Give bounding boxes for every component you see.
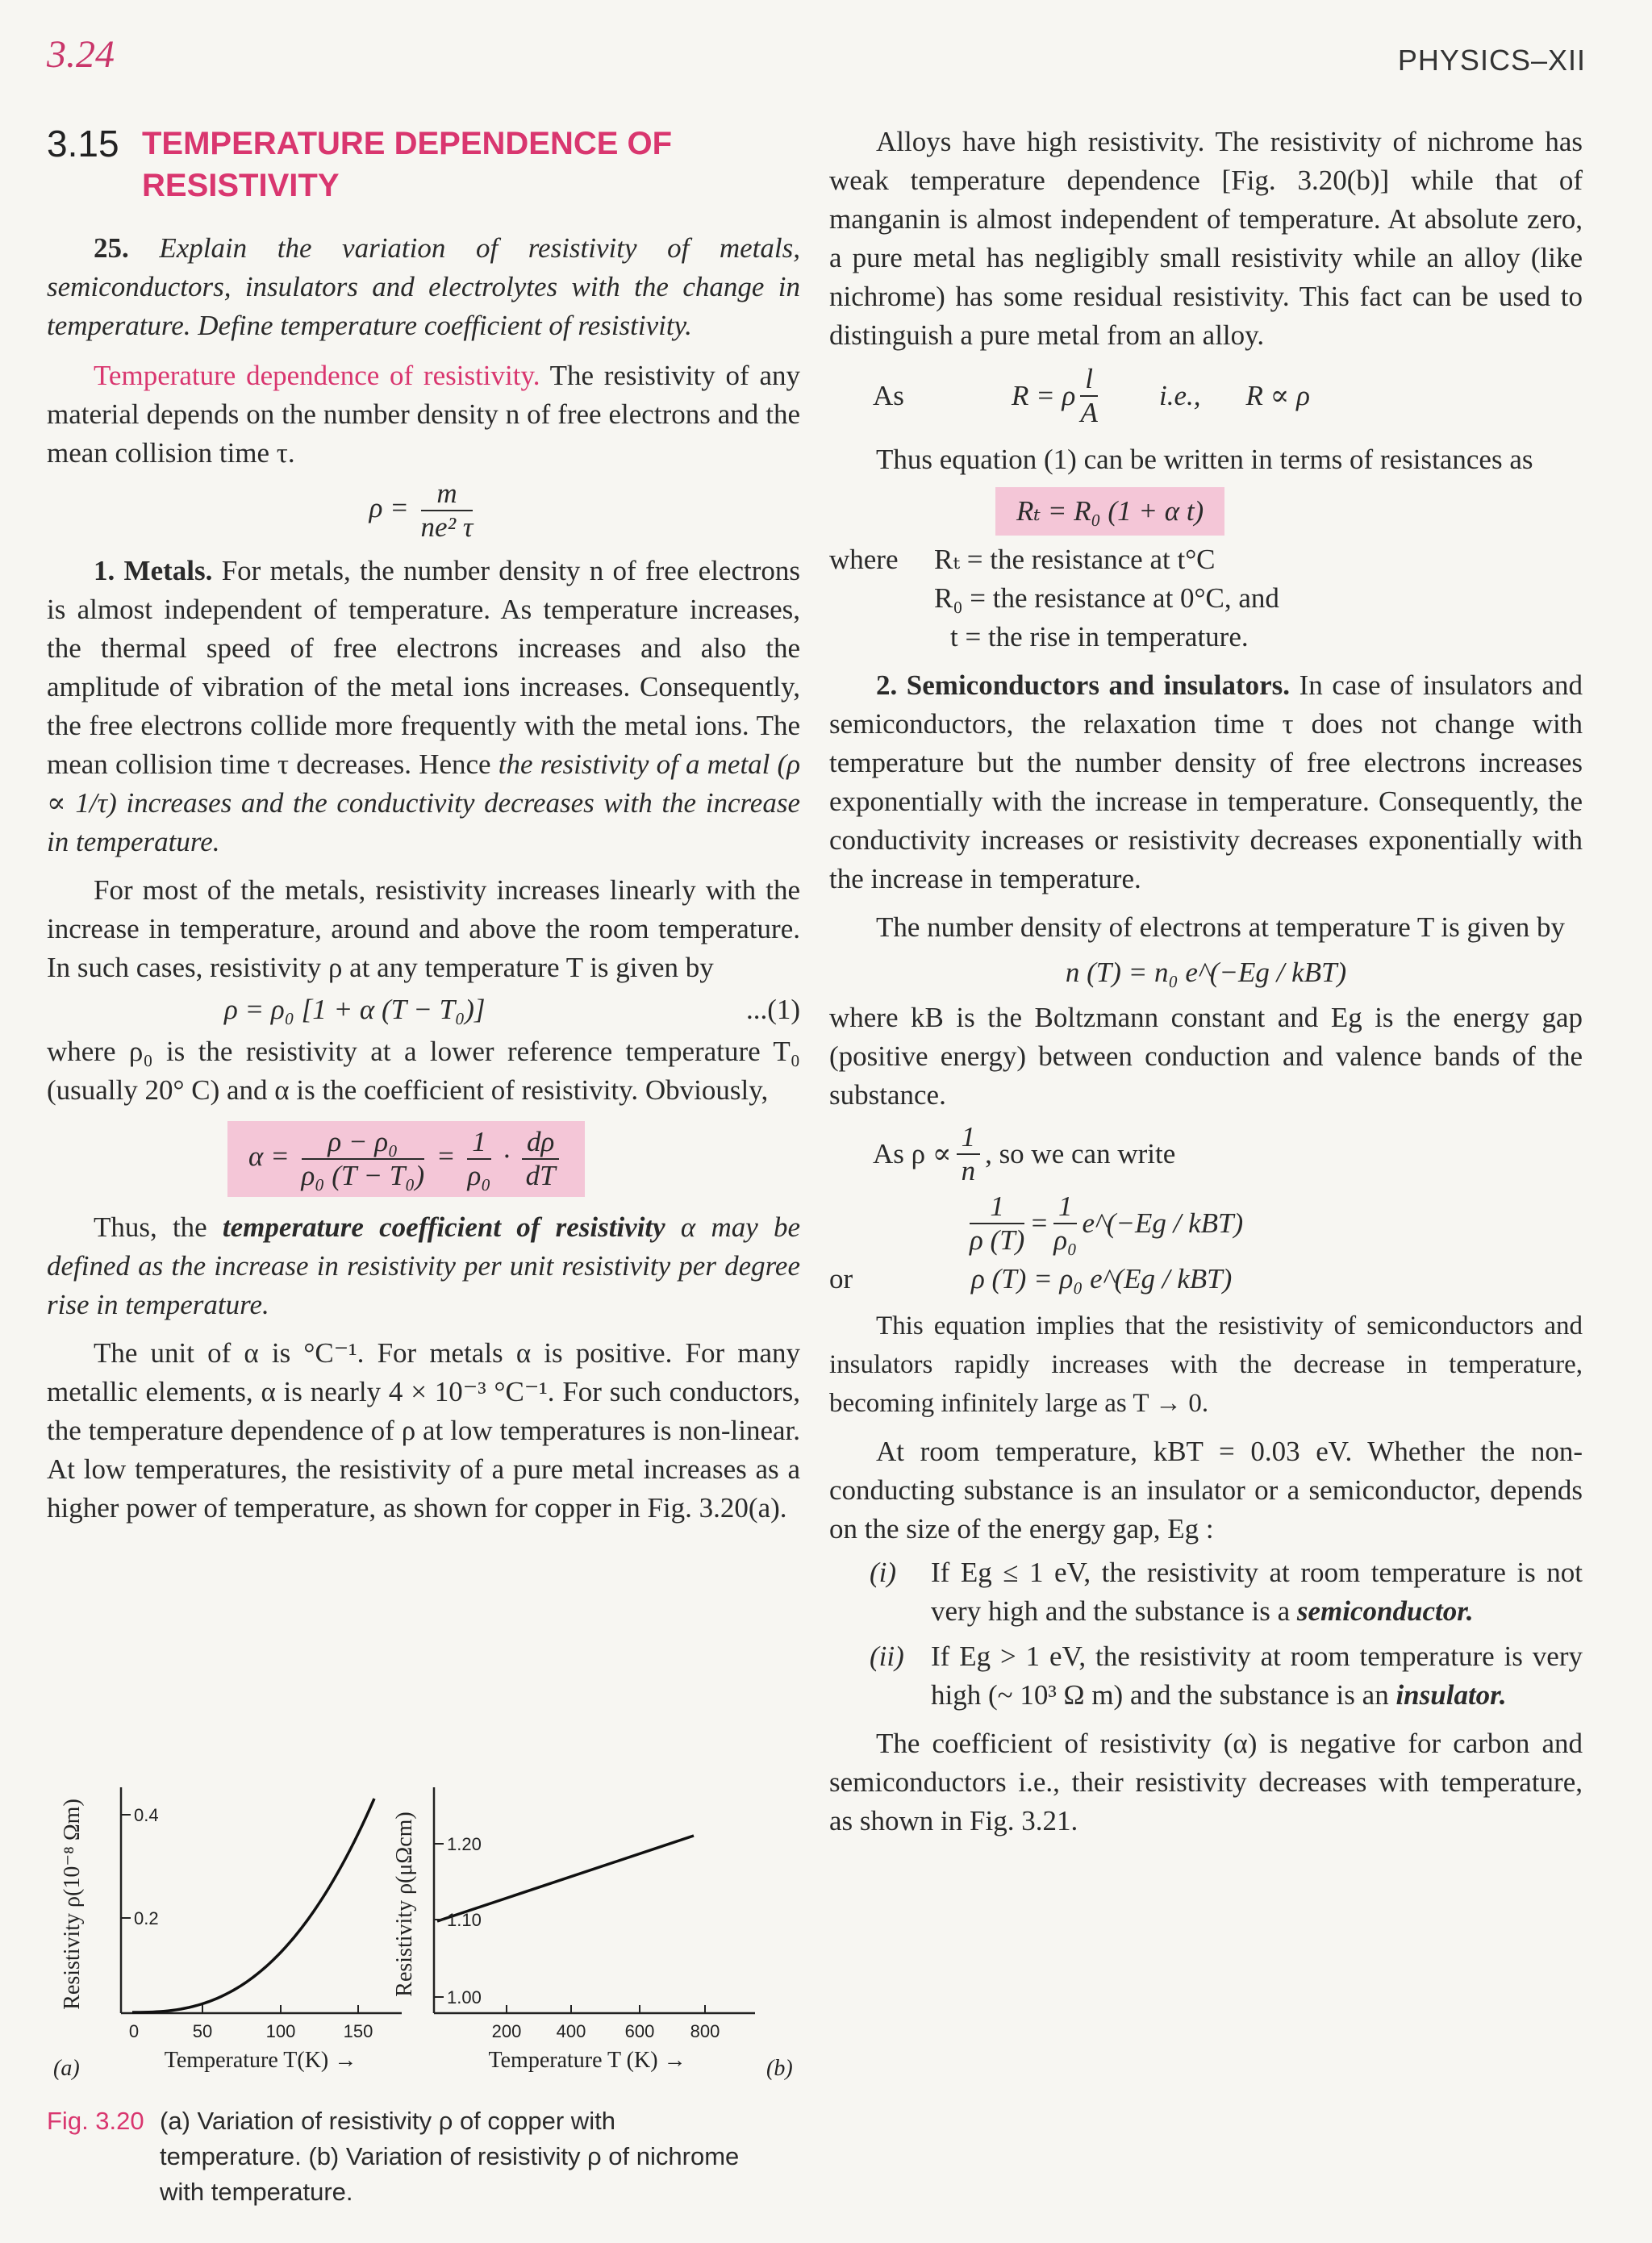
semiconductors-text: In case of insulators and semiconductors, the relaxation time τ does not change with temperature but the number density of free electrons increases exponentially with the increase in temperature. Consequently, the conductivity increases or resistivity decreases exponentially with the increase in temperature.: [829, 669, 1583, 894]
where-item: [829, 618, 1583, 657]
inv-exponential: e^(−Eg / kBT): [1082, 1207, 1244, 1239]
intro-lead: Temperature dependence of resistivity.: [94, 360, 540, 391]
graph-b-y-label: Resistivity ρ(μΩcm): [392, 1811, 417, 1997]
proportional-formula: R ∝ ρ: [1245, 380, 1310, 411]
case-term: semiconductor.: [1296, 1595, 1474, 1627]
inverse-rho-equation: [965, 1190, 1583, 1257]
rhoT-formula: ρ (T) = ρ₀ e^(Eg / kBT): [971, 1263, 1233, 1295]
where-text: R₀ = the resistance at 0°C, and: [934, 582, 1279, 614]
as-rho-den: n: [961, 1155, 976, 1186]
carbon-paragraph: The coefficient of resistivity (α) is negative for carbon and semiconductors i.e., their resistivity decreases with temperature, as shown in Fig. 3.21.: [829, 1728, 1583, 1837]
graph-a-x-tick-label: 0: [128, 2021, 140, 2041]
rt-equation-box: Rₜ = R₀ (1 + α t): [995, 487, 1224, 536]
semiconductors-heading: 2. Semiconductors and insulators.: [876, 669, 1291, 701]
case-item: [870, 1553, 1583, 1631]
question-number: 25.: [94, 232, 129, 264]
rho-equation: [47, 477, 800, 544]
intro-text: The resistivity of any material depends on the number density n of free electrons and the mean collision time τ.: [47, 360, 800, 469]
where-text: Rₜ = the resistance at t°C: [934, 544, 1216, 575]
page-number: 3.24: [47, 33, 115, 76]
figure-caption: [47, 2103, 740, 2210]
ie-text: i.e.,: [1159, 380, 1201, 411]
where-lead: where: [829, 544, 899, 575]
graph-a-x-tick-label: 50: [192, 2021, 213, 2041]
section-title: TEMPERATURE DEPENDENCE OF RESISTIVITY: [142, 126, 673, 203]
graph-a-x-tick-label: 150: [343, 2021, 373, 2041]
alpha-lhs: α =: [248, 1140, 290, 1173]
thus-paragraph: Thus equation (1) can be written in terms of resistances as: [876, 444, 1533, 475]
alloys-paragraph: Alloys have high resistivity. The resistivity of nichrome has weak temperature dependence [Fig. 3.20(b)] while that of manganin is almost independent of temperature. At absolute zero, a pure metal has negligibly small resistivity while an alloy (like nichrome) has some residual resistivity. This fact can be used to distinguish a pure metal from an alloy.: [829, 126, 1583, 351]
graph-b-x-tick-label: 200: [491, 2021, 522, 2041]
caption-label: Fig. 3.20: [47, 2107, 144, 2135]
implies-paragraph: This equation implies that the resistivity of semiconductors and insulators rapidly increases with the decrease in temperature, becoming infinitely large as T → 0.: [829, 1311, 1583, 1418]
rho-eq-lhs: ρ =: [369, 492, 409, 524]
rhoT-equation: [829, 1260, 1583, 1299]
where-lead: [829, 579, 934, 618]
as-rho-pre: As ρ ∝: [873, 1138, 952, 1169]
alpha-frac-2-den: ρ₀: [467, 1160, 491, 1191]
question: [47, 229, 800, 345]
number-density-paragraph: The number density of electrons at temperature T is given by: [876, 911, 1566, 943]
alpha-dot: ·: [503, 1140, 511, 1173]
graph-a-y-ticks: [121, 1805, 159, 1928]
rho-eq-numerator: m: [421, 477, 473, 511]
as-formula: R = ρ: [1012, 380, 1076, 411]
equation-1: [47, 990, 800, 1029]
n-equation: n (T) = n₀ e^(−Eg / kBT): [1065, 957, 1347, 988]
equation-1-formula: ρ = ρ₀ [1 + α (T − T₀)]: [224, 994, 486, 1025]
graph-a-x-tick-label: 100: [265, 2021, 296, 2041]
tcr-term: temperature coefficient of resistivity: [222, 1211, 665, 1243]
alpha-equation: [227, 1121, 800, 1197]
inv-frac-2-den: ρ₀: [1053, 1224, 1078, 1256]
where-item: [829, 579, 1583, 618]
kb-paragraph: where kB is the Boltzmann constant and Eg is the energy gap (positive energy) between conduction and valence bands of the substance.: [829, 1002, 1583, 1111]
case-term: insulator.: [1395, 1679, 1507, 1711]
metals-heading: 1. Metals.: [94, 555, 213, 586]
alpha-frac-2-num: 1: [467, 1126, 491, 1160]
rho-eq-fraction: [421, 477, 473, 544]
alpha-frac-3-num: dρ: [522, 1126, 559, 1160]
room-temperature-paragraph: At room temperature, kBT = 0.03 eV. Whether the non-conducting substance is an insulator or a semiconductor, depends on the size of the energy gap, Eg :: [829, 1436, 1583, 1545]
graph-a-panel-label: (a): [53, 2056, 80, 2081]
metals-italic: the resistivity of a metal (ρ ∝ 1/τ) increases and the conductivity decreases with the increase in temperature.: [47, 748, 801, 857]
graph-b-y-tick-label: 1.00: [447, 1987, 482, 2007]
running-head: PHYSICS–XII: [1397, 44, 1586, 77]
inv-frac-1-den: ρ (T): [970, 1224, 1025, 1256]
case-text: If Eg > 1 eV, the resistivity at room temperature is very high (~ 10³ Ω m) and the substance is an: [931, 1641, 1583, 1711]
where-lead: [829, 618, 934, 657]
rho-eq-denominator: ne² τ: [420, 511, 473, 543]
figure-graphs: [47, 1771, 800, 2102]
as-rho-post: , so we can write: [985, 1138, 1176, 1169]
graph-b-x-label: Temperature T (K) →: [488, 2048, 686, 2073]
as-rho-fraction: [957, 1121, 981, 1187]
graph-b-y-tick-label: 1.20: [447, 1834, 482, 1854]
graph-b-x-tick-label: 400: [556, 2021, 586, 2041]
alpha-frac-1: [302, 1126, 425, 1192]
intro-paragraph: [47, 356, 800, 473]
where-list: [829, 540, 1583, 657]
figure-3-20: [47, 1771, 800, 2150]
semiconductors-paragraph: [829, 666, 1583, 898]
unit-paragraph: The unit of α is °C⁻¹. For metals α is positive. For many metallic elements, α is nearly 4 × 10⁻³ °C⁻¹. For such conductors, the temperature dependence of ρ at low temperatures is non-linear. At low temperatures, the resistivity of a pure metal increases as a higher power of temperature, as shown for copper in Fig. 3.20(a).: [47, 1337, 800, 1524]
metals-text: For metals, the number density n of free electrons is almost independent of temperature. As temperature increases, the thermal speed of free electrons increases and also the amplitude of vibration of the metal ions increases. Consequently, the free electrons collide more frequently with the metal ions. The mean collision time τ decreases. Hence: [47, 555, 800, 780]
tcr-rest: α may be defined as the increase in resistivity per unit resistivity per degree rise in temperature.: [47, 1211, 801, 1320]
graph-b-x-ticks: [492, 2005, 720, 2041]
graph-a-y-tick-label: 0.2: [134, 1908, 159, 1928]
as-fraction: [1080, 363, 1098, 429]
as-rho-num: 1: [957, 1121, 981, 1155]
as-word: As: [873, 380, 904, 411]
section-heading: [47, 123, 800, 206]
left-column: [47, 123, 800, 1528]
case-number: (ii): [870, 1641, 904, 1672]
alpha-frac-1-den: ρ₀ (T − T₀): [301, 1160, 425, 1191]
linear-paragraph: For most of the metals, resistivity increases linearly with the increase in temperature, around and above the room temperature. In such cases, resistivity ρ at any temperature T is given by: [47, 874, 800, 983]
graph-a-y-tick-label: 0.4: [134, 1805, 159, 1825]
alpha-equals: =: [436, 1140, 456, 1173]
inv-frac-2-num: 1: [1053, 1190, 1078, 1224]
alpha-frac-1-num: ρ − ρ₀: [302, 1126, 425, 1160]
caption-text: (a) Variation of resistivity ρ of copper with temperature. (b) Variation of resistivity ρ of nichrome with temperature.: [160, 2107, 740, 2206]
inv-frac-1-num: 1: [970, 1190, 1024, 1224]
section-number: 3.15: [47, 123, 119, 165]
as-fraction-num: l: [1080, 363, 1098, 397]
metals-paragraph: [47, 552, 800, 861]
alpha-frac-2: [467, 1126, 491, 1192]
graph-a-y-label: Resistivity ρ(10⁻⁸ Ωm): [60, 1799, 85, 2010]
inv-frac-1: [970, 1190, 1024, 1257]
graph-b-y-tick-label: 1.10: [447, 1910, 482, 1930]
or-word: or: [829, 1263, 853, 1295]
where-item: [829, 540, 1583, 579]
where-text: t = the rise in temperature.: [950, 621, 1249, 652]
tcr-definition: [47, 1208, 800, 1324]
graph-a-x-label: Temperature T(K) →: [164, 2048, 357, 2073]
inv-equals: =: [1029, 1207, 1049, 1239]
right-column: [829, 123, 1583, 1841]
graph-b-panel-label: (b): [766, 2056, 793, 2081]
alpha-frac-3-den: dT: [525, 1160, 556, 1191]
question-text: Explain the variation of resistivity of metals, semiconductors, insulators and electrolytes with the change in temperature. Define temperature coefficient of resistivity.: [47, 232, 800, 341]
as-fraction-den: A: [1080, 397, 1098, 428]
alpha-equation-box: [227, 1121, 585, 1197]
tcr-pre: Thus, the: [94, 1211, 207, 1243]
where-rho0-paragraph: where ρ₀ is the resistivity at a lower reference temperature T₀ (usually 20° C) and α is the coefficient of resistivity. Obviously,: [47, 1036, 800, 1106]
graph-b-x-tick-label: 800: [690, 2021, 720, 2041]
equation-1-label: ...(1): [745, 994, 800, 1025]
case-item: [870, 1637, 1583, 1715]
inv-frac-2: [1053, 1190, 1078, 1257]
graph-b-x-tick-label: 600: [624, 2021, 655, 2041]
case-text: If Eg ≤ 1 eV, the resistivity at room temperature is not very high and the substance is a: [931, 1557, 1583, 1627]
rt-equation: [995, 487, 1583, 536]
as-equation: [873, 363, 1583, 429]
case-number: (i): [870, 1557, 897, 1588]
alpha-frac-3: [522, 1126, 559, 1192]
as-rho-line: [873, 1121, 1583, 1187]
graph-a-copper-curve: [132, 1799, 374, 2012]
